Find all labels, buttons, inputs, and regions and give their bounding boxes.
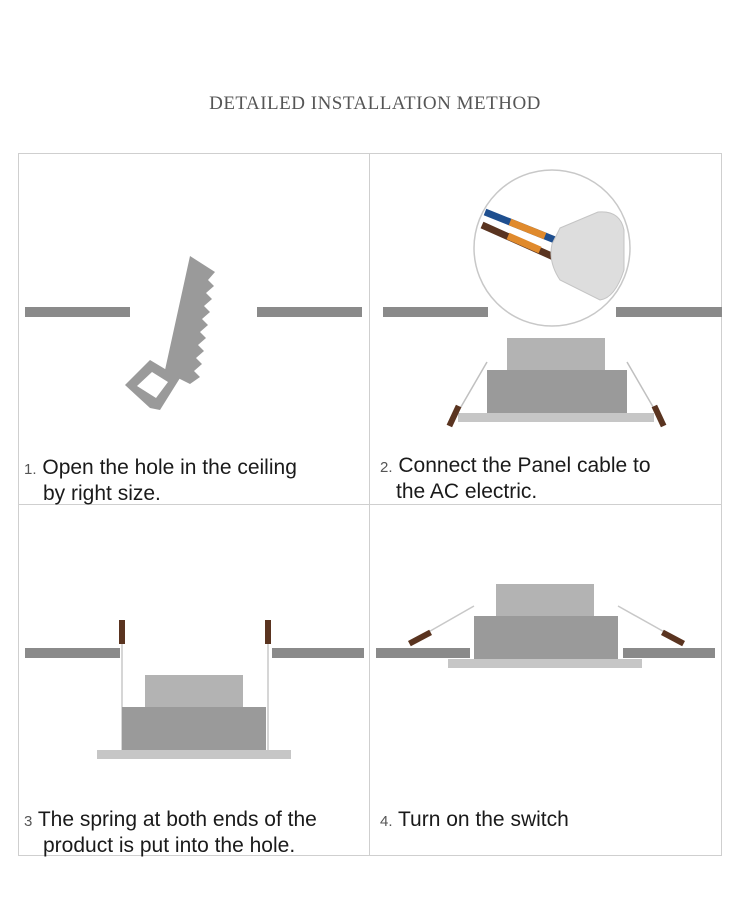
step-1-caption (24, 456, 297, 506)
step-2-number: 2. (380, 459, 393, 476)
panel-frame (97, 750, 291, 759)
step-2-text-line2: the AC electric. (396, 480, 538, 503)
step-3-caption (24, 808, 317, 858)
panel-body (474, 616, 618, 659)
panel-top (145, 675, 243, 707)
step-1-illustration (25, 256, 362, 410)
step-4-number: 4. (380, 813, 393, 830)
step-4-text-line1: Turn on the switch (397, 808, 569, 831)
step-3-illustration (25, 620, 364, 759)
ceiling-left (25, 307, 130, 317)
ceiling-right (257, 307, 362, 317)
page-title: DETAILED INSTALLATION METHOD (209, 93, 541, 114)
ceiling-right (616, 307, 722, 317)
step-1-text-line2: by right size. (43, 482, 161, 505)
step-4-illustration (376, 584, 715, 668)
ceiling-right (623, 648, 715, 658)
panel-frame (458, 413, 654, 422)
saw-icon (125, 256, 215, 410)
ceiling-right (272, 648, 364, 658)
ceiling-left (376, 648, 470, 658)
step-2-text-line1: Connect the Panel cable to (398, 454, 651, 477)
step-1-number: 1. (24, 461, 37, 478)
ceiling-left (25, 648, 120, 658)
panel-frame (448, 659, 642, 668)
step-2-caption (380, 454, 651, 504)
step-2-illustration (383, 170, 722, 427)
panel-top (496, 584, 594, 616)
panel-body (122, 707, 266, 750)
panel-body (487, 370, 627, 413)
step-3-number: 3 (24, 813, 33, 830)
step-3-text-line1: The spring at both ends of the (37, 808, 317, 831)
step-3-text-line2: product is put into the hole. (43, 834, 296, 857)
step-1-text-line1: Open the hole in the ceiling (42, 456, 297, 479)
panel-top (507, 338, 605, 370)
ceiling-left (383, 307, 488, 317)
step-4-caption (380, 808, 569, 834)
